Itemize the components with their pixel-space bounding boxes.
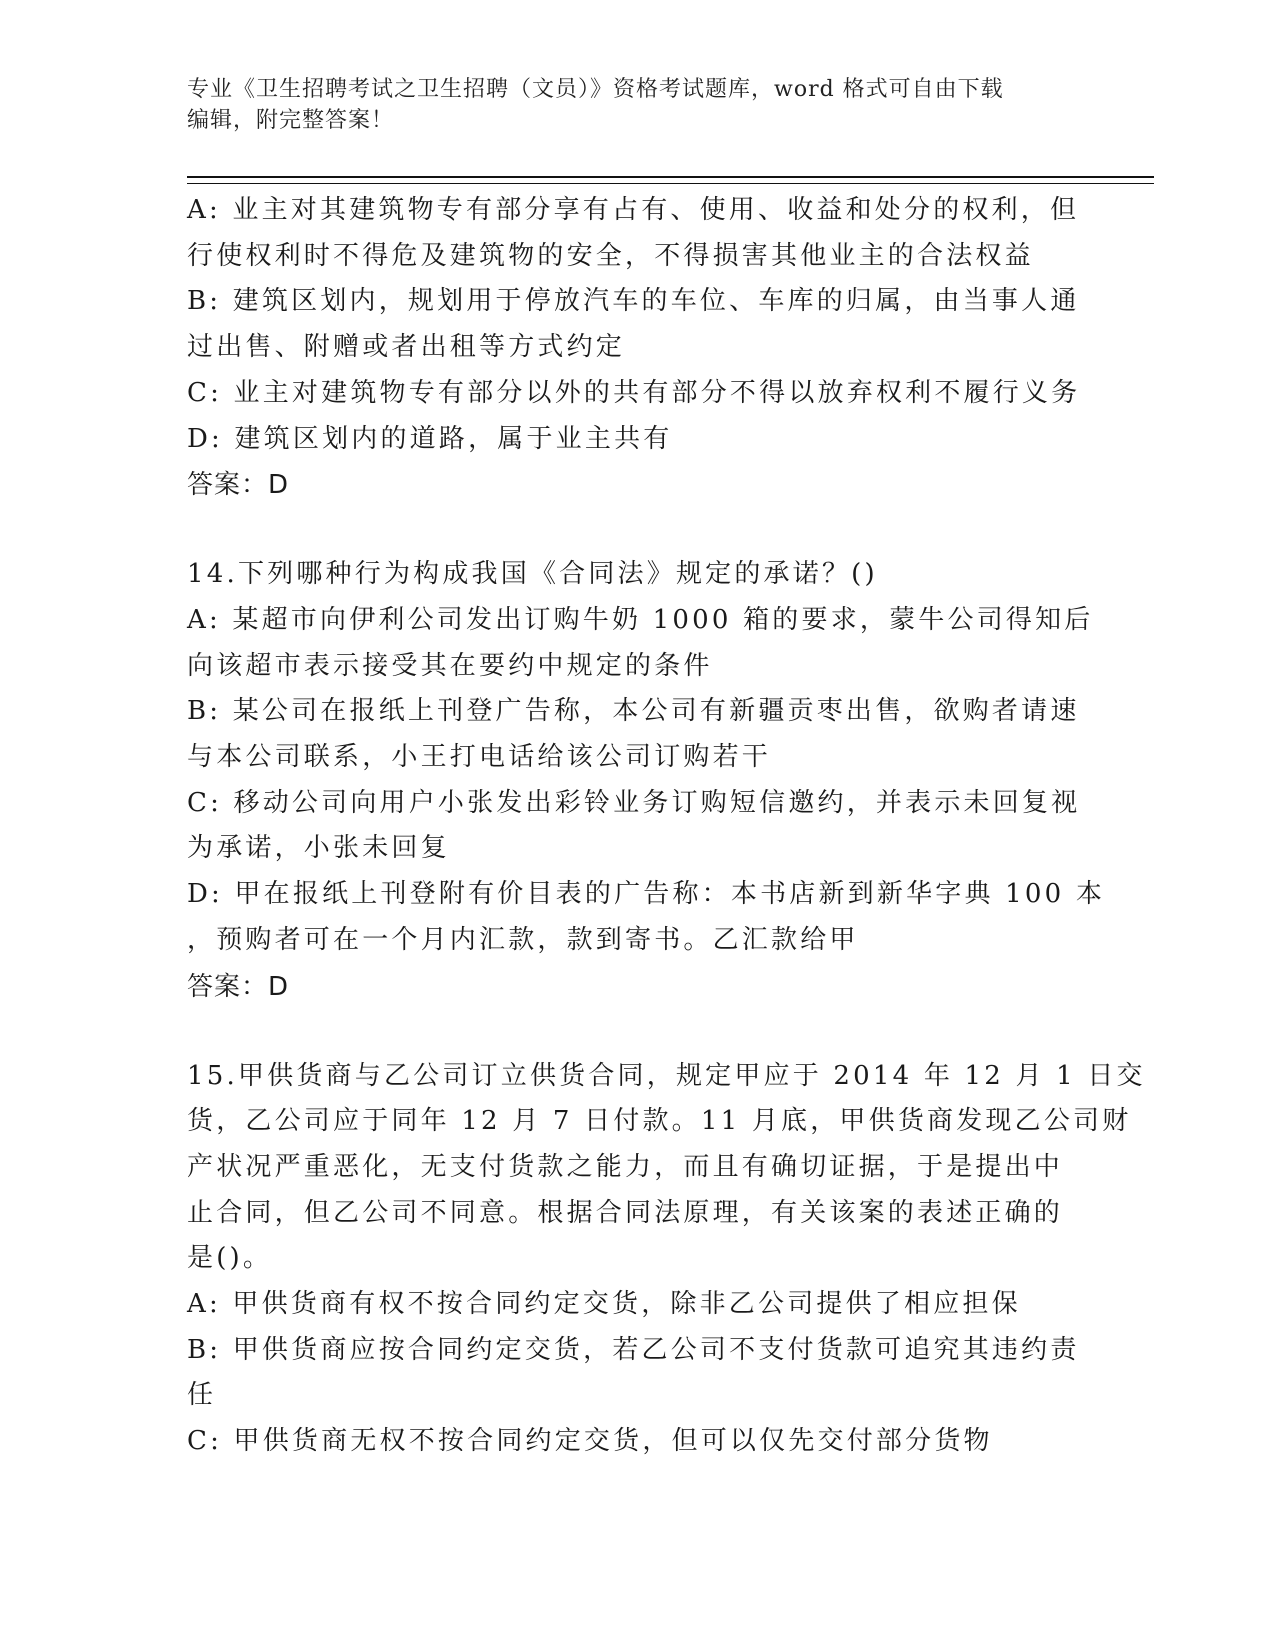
page-header — [187, 74, 1087, 136]
option-a-line-1: A: 业主对其建筑物专有部分享有占有、使用、收益和处分的权利，但 — [187, 195, 1080, 225]
option-c-line-1: C: 业主对建筑物专有部分以外的共有部分不得以放弃权利不履行义务 — [187, 377, 1081, 408]
spacer — [187, 508, 1087, 552]
header-line-1: 专业《卫生招聘考试之卫生招聘（文员）》资格考试题库，word 格式可自由下载 — [187, 77, 1004, 102]
option-b-line-2: 任 — [187, 1380, 217, 1411]
option-b-line-2: 过出售、附赠或者出租等方式约定 — [187, 332, 626, 363]
option-d-line-1: D: 建筑区划内的道路，属于业主共有 — [187, 423, 673, 454]
question-stem-line-4: 止合同，但乙公司不同意。根据合同法原理，有关该案的表述正确的 — [187, 1197, 1064, 1228]
option-b-line-2: 与本公司联系，小王打电话给该公司订购若干 — [187, 742, 772, 773]
option-b-line-1: B: 某公司在报纸上刊登广告称，本公司有新疆贡枣出售，欲购者请速 — [187, 696, 1080, 727]
question-stem-line-2: 货，乙公司应于同年 12 月 7 日付款。11 月底，甲供货商发现乙公司财 — [187, 1106, 1132, 1137]
option-d-line-2: ，预购者可在一个月内汇款，款到寄书。乙汇款给甲 — [187, 924, 859, 955]
header-line-2: 编辑，附完整答案！ — [187, 108, 395, 133]
question-stem-line-1: 15.甲供货商与乙公司订立供货合同，规定甲应于 2014 年 12 月 1 日交 — [187, 1060, 1146, 1091]
option-c-line-1: C: 移动公司向用户小张发出彩铃业务订购短信邀约，并表示未回复视 — [187, 787, 1081, 818]
option-a-line-1: A: 甲供货商有权不按合同约定交货，除非乙公司提供了相应担保 — [187, 1289, 1021, 1320]
option-b-line-1: B: 建筑区划内，规划用于停放汽车的车位、车库的归属，由当事人通 — [187, 286, 1080, 317]
option-b-line-1: B: 甲供货商应按合同约定交货，若乙公司不支付货款可追究其违约责 — [187, 1334, 1080, 1365]
option-d-line-1: D: 甲在报纸上刊登附有价目表的广告称：本书店新到新华字典 100 本 — [187, 879, 1106, 910]
question-15 — [187, 1054, 1146, 1465]
option-c-line-2: 为承诺，小张未回复 — [187, 833, 450, 864]
question-13-continued — [187, 188, 1087, 508]
option-a-line-2: 行使权利时不得危及建筑物的安全，不得损害其他业主的合法权益 — [187, 240, 1034, 271]
document-body — [187, 188, 1146, 1465]
question-stem-line-1: 14.下列哪种行为构成我国《合同法》规定的承诺？() — [187, 559, 878, 590]
option-a-line-1: A: 某超市向伊利公司发出订购牛奶 1000 箱的要求，蒙牛公司得知后 — [187, 604, 1094, 635]
question-14 — [187, 552, 1106, 1009]
option-a-line-2: 向该超市表示接受其在要约中规定的条件 — [187, 650, 713, 681]
option-c-line-1: C: 甲供货商无权不按合同约定交货，但可以仅先交付部分货物 — [187, 1426, 993, 1457]
header-divider-thin — [187, 183, 1154, 184]
question-stem-line-5: 是()。 — [187, 1243, 273, 1274]
question-stem-line-3: 产状况严重恶化，无支付货款之能力，而且有确切证据，于是提出中 — [187, 1151, 1064, 1182]
answer-label: 答案：D — [187, 470, 290, 501]
answer-label: 答案：D — [187, 971, 290, 1002]
header-divider-thick — [187, 176, 1154, 178]
spacer — [187, 1010, 1087, 1054]
